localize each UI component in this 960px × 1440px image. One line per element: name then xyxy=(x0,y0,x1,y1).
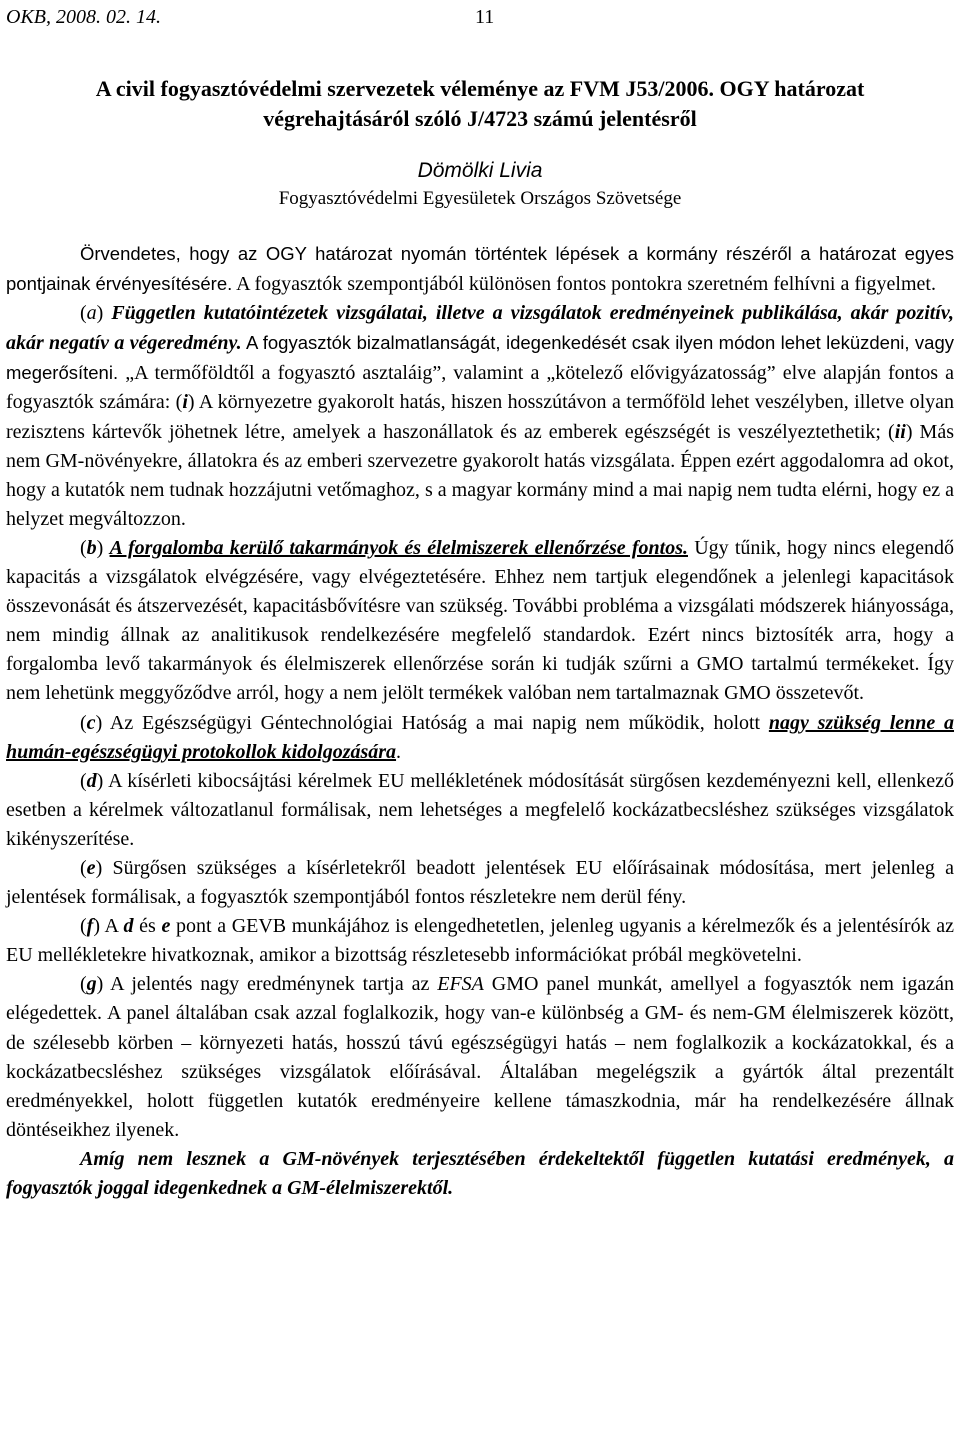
item-g-efsa: EFSA xyxy=(437,973,484,996)
paren-open-c: ( xyxy=(80,711,87,734)
paragraph-d xyxy=(6,767,954,854)
paren-close-b: ) xyxy=(96,536,104,559)
paren-close-a: ) xyxy=(96,302,104,325)
item-f-text-3: pont a GEVB munkájához is elengedhetetlen, jelenleg ugyanis a kérelmezők és a jelentésírók az EU mellékletekre hivatkoznak, amikor a bizottság részletesebb információkat próbál megkövetelni. xyxy=(6,915,954,967)
paren-open-d: ( xyxy=(80,769,87,792)
page-header xyxy=(6,6,954,34)
paren-open-e: ( xyxy=(80,856,87,879)
paren-close-g: ) xyxy=(96,973,104,996)
item-a-heading: Független kutatóintézetek vizsgálatai, illetve a vizsgálatok eredményeinek publikálása, akár pozitív, akár negatív a végeredmény. xyxy=(6,302,954,355)
marker-i: i xyxy=(182,391,188,414)
item-e-text: Sürgősen szükséges a kísérletekről beadott jelentések EU előírásainak módosítása, mert jelenleg a jelentések formálisak, a fogyasztók szempontjából fontos részletekre nem derül fény. xyxy=(6,856,954,909)
paragraph-f xyxy=(6,912,954,970)
item-f-text-2: és xyxy=(133,915,162,938)
item-c-emphasis: nagy szükség lenne a humán-egészségügyi protokollok kidolgozására xyxy=(6,711,955,763)
page-number: 11 xyxy=(475,6,495,28)
paragraph-b xyxy=(6,534,954,709)
paren-close-d: ) xyxy=(96,769,104,792)
paren-close-e: ) xyxy=(95,856,103,879)
item-b-heading: A forgalomba kerülő takarmányok és élelmiszerek ellenőrzése fontos. xyxy=(109,536,688,559)
item-f-ref-d: d xyxy=(123,915,134,938)
paren-close-f: ) xyxy=(93,915,101,938)
paragraph-c xyxy=(6,709,954,767)
item-letter-b: b xyxy=(86,536,97,559)
item-a-text-3: ) A környezetre gyakorolt hatás, hiszen hosszútávon a termőföld lehet veszélyben, illetve olyan rezisztens kártevők jöhetnek létre, amelyek a haszonállatok és az emberek egészségét is veszélyeztethetik; ( xyxy=(6,391,955,443)
title-line-1: A civil fogyasztóvédelmi szervezetek véleménye az FVM J53/2006. OGY határozat xyxy=(95,76,865,101)
paragraph-e xyxy=(6,854,954,912)
issue-date: OKB, 2008. 02. 14. xyxy=(6,6,161,28)
item-f-text-1: A xyxy=(100,915,124,938)
item-f-ref-e: e xyxy=(161,915,171,938)
item-c-end: . xyxy=(396,740,402,763)
paren-open-f: ( xyxy=(80,915,87,938)
item-a-text-2: „A termőföldtől a fogyasztó asztaláig”, valamint a „kötelező elővigyázatosság” elve alapján fontos a fogyasztók számára: ( xyxy=(6,362,954,414)
author-name: Dömölki Livia xyxy=(417,159,543,182)
document-title xyxy=(6,74,954,134)
paren-open-b: ( xyxy=(80,536,87,559)
marker-ii: ii xyxy=(894,420,906,443)
item-letter-c: c xyxy=(86,711,96,734)
item-letter-g: g xyxy=(86,973,97,996)
intro-paragraph xyxy=(6,239,954,299)
item-c-text: Az Egészségügyi Géntechnológiai Hatóság a mai napig nem működik, holott xyxy=(102,711,769,734)
author-organization: Fogyasztóvédelmi Egyesületek Országos Szövetsége xyxy=(278,188,682,209)
item-letter-d: d xyxy=(86,769,97,792)
item-letter-e: e xyxy=(86,856,96,879)
item-a-text-4: ) Más nem GM-növényekre, állatokra és az emberi szervezetre gyakorolt hatás vizsgálata. Éppen ezért aggodalomra ad okot, hogy a kutatók nem tudnak hozzájutni vetőmaghoz, s a magyar kormány mind a mai napig nem tudta elérni, hogy ez a helyzet megváltozzon. xyxy=(6,420,954,530)
paren-open-g: ( xyxy=(80,973,87,996)
closing-paragraph: Amíg nem lesznek a GM-növények terjesztésében érdekeltektől független kutatási eredmények, a fogyasztók joggal idegenkednek a GM-élelmiszerektől. xyxy=(6,1147,954,1199)
paren-open-a: ( xyxy=(80,302,87,325)
item-letter-a: a xyxy=(86,302,97,325)
paren-close-c: ) xyxy=(95,711,103,734)
intro-text-2: A fogyasztók szempontjából különösen fontos pontokra szeretném felhívni a figyelmet. xyxy=(232,273,936,296)
item-d-text: A kísérleti kibocsájtási kérelmek EU mellékletének módosítását sürgősen kezdeményezni kell, ellenkező esetben a kérelmek változatlanul formálisak, nem lehetséges a megfelelő kockázatbecsléshez szükséges vizsgálatok kikényszerítése. xyxy=(6,769,954,850)
item-g-text-1: A jelentés nagy eredménynek tartja az xyxy=(103,973,438,996)
item-a-text-1: A fogyasztók bizalmatlanságát, idegenkedését csak ilyen módon lehet leküzdeni, vagy megerősíteni. xyxy=(6,332,954,384)
document-body xyxy=(6,239,954,1203)
item-g-text-2: GMO panel munkát, amellyel a fogyasztók nem igazán elégedettek. A panel általában csak azzal foglalkozik, hogy van-e különbség a GM- és nem-GM élelmiszerek között, de szélesebb körben – környezeti hatás, hosszú távú egészségügyi hatás – nem foglalkozik a kockázatokkal, és a kockázatbecsléshez szükséges vizsgálatok előírásával. Általában megelégszik a gyártók által prezentált eredményekkel, holott független kutatók eredményeire kellene támaszkodnia, már ha rendelkezésére állnak döntéseikhez ilyenek. xyxy=(6,973,954,1141)
item-letter-f: f xyxy=(86,915,94,938)
intro-text-1: Örvendetes, hogy az OGY határozat nyomán történtek lépések a kormány részéről a határozat egyes pontjainak érvényesítésére. xyxy=(6,243,954,295)
item-b-text: Úgy tűnik, hogy nincs elegendő kapacitás a vizsgálatok elvégzésére, vagy elvégeztetésére. Ehhez nem tartjuk elegendőnek a jelenlegi kapacitások összevonását és átszervezését, kapacitásbővítésre van szükség. További probléma a vizsgálati módszerek hiányossága, nem mindig állnak az analitikusok rendelkezésére megfelelő standardok. Ezért nincs biztosíték arra, hogy a forgalomba levő takarmányok és élelmiszerek ellenőrzése során ki tudják szűrni a GMO tartalmú termékeket. Így nem lehetünk meggyőződve arról, hogy a nem jelölt termékek valóban nem tartalmaznak GMO összetevőt. xyxy=(6,536,954,705)
paragraph-a xyxy=(6,299,954,534)
title-line-2: végrehajtásáról szóló J/4723 számú jelentésről xyxy=(263,106,697,131)
paragraph-g xyxy=(6,970,954,1145)
